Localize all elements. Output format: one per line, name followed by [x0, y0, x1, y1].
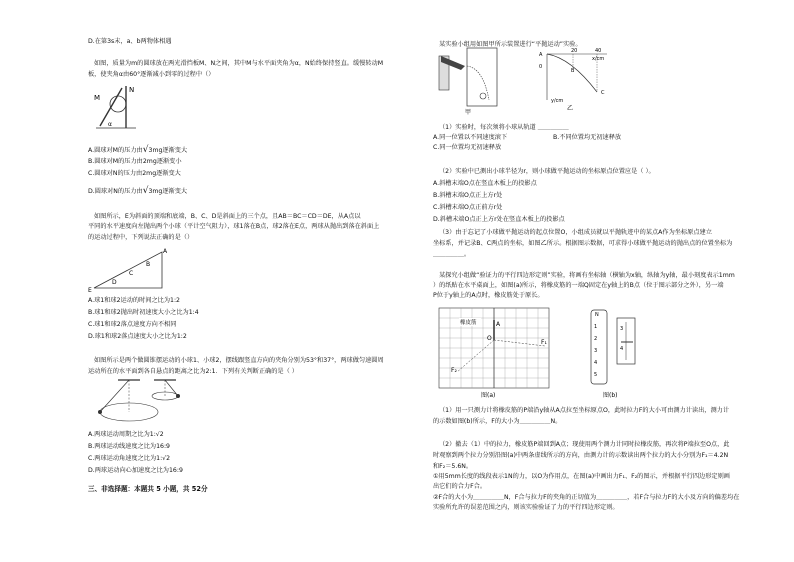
sqrt-sign: √: [142, 186, 149, 196]
q11-sub2-line5: 出它们的合力F合。: [433, 483, 487, 490]
q7-option-d-sqrt: 3: [148, 188, 153, 195]
label-c: C: [129, 270, 134, 277]
q8-stem-line1: 如图所示，E为斜面的顶端和底端，B、C、D是斜面上的三个点，且AB＝BC＝CD＝DE，从A点以: [94, 213, 361, 220]
scale-tick-3: 3: [594, 348, 598, 354]
q10-sub1-option-c: C.同一位置均无初速释放: [433, 144, 502, 151]
q10-stem: 某实验小组用如图甲所示装置进行“平抛运动”实验。: [439, 41, 582, 48]
prev-question-option-d: D.在第3s末，a、b两物体相遇: [88, 38, 172, 45]
q7-option-a-post: mg逐渐变大: [152, 147, 188, 154]
q7-option-d: [88, 187, 187, 196]
q11-sub2-line2: 时观察到两个拉力分别沿图(a)中两条虚线所示的方向，由测力计的示数读出两个拉力的大小分别为F₁＝4.2N: [433, 452, 729, 459]
q10-apparatus-figure: [437, 44, 501, 116]
point-o-label: O: [487, 335, 492, 342]
section-3-heading: 三、非选择题：本题共 5 小题，共 52分: [88, 485, 208, 493]
q9-stem-line1: 如图所示是两个做圆锥摆运动的小球1、小球2，摆线跟竖直方向的夹角分别为53°和37°，两球做匀速圆周: [94, 357, 384, 364]
rubber-label: 橡皮筋: [460, 320, 477, 326]
caption-b: 图(b): [603, 392, 618, 399]
q10-sub2-option-c: C.斜槽末端O点正前方r处: [433, 204, 503, 211]
q10-sub2-option-a-tail: 在竖直木板上的投影点: [474, 180, 537, 187]
q7-stem-line1: 如图，质量为m的圆球放在两光滑挡板M、N之间，其中M与水平面夹角为α，N始终保持竖直。缓慢转动M: [94, 60, 384, 67]
q11-sub2-line1: （2）撤去（1）中的拉力，橡皮筋P端回到A点；现使用两个测力计同时拉橡皮筋，再次将P端拉至O点，此: [439, 441, 730, 448]
label-d: D: [112, 279, 117, 286]
label-alpha: α: [108, 121, 112, 128]
ball-1: [98, 410, 102, 414]
q10-sub2: （2）实验中已测出小球半径为r，则小球做平抛运动的坐标原点位置应是（ ）。: [439, 168, 655, 175]
q11-stem-line1: 某探究小组做“验证力的平行四边形定则”实验，将画有坐标轴（横轴为x轴，纵轴为y轴，最小刻度表示1mm: [439, 272, 735, 279]
board: [467, 48, 497, 106]
q8-option-d: D.球1和球2落点速度大小之比为1:2: [88, 333, 187, 340]
unit-n: N: [595, 312, 599, 318]
q7-option-d-post: mg逐渐变大: [152, 188, 188, 195]
q10-sub1-option-b: B.不同位置均无初速释放: [553, 134, 622, 141]
q8-figure: [88, 244, 170, 292]
q9-option-c: C.两球运动角速度之比为1:√2: [88, 455, 171, 462]
q10-graph-figure: [537, 44, 609, 110]
q10-sub3-line3: ＿＿＿＿＿。: [433, 251, 471, 258]
tick-0-label: 0: [539, 64, 543, 70]
q10-sub3-line1: （3）由于忘记了小球做平抛运动的起点位置O，小组成员就以平抛轨迹中的某点A作为坐标原点建立: [439, 229, 712, 236]
q10-sub2-option-d: D.斜槽末端O点正上方r处在竖直木板上的投影点: [433, 216, 565, 223]
f2-direction: [457, 340, 494, 372]
label-e: E: [88, 287, 92, 294]
f1-label: F₁: [541, 339, 547, 346]
q7-option-d-pre: D.圆球对N的压力由: [88, 188, 143, 195]
scale-right-tick-3: 3: [620, 326, 624, 332]
q10-sub1: （1）实验时，每次须将小球从轨道 ＿＿＿＿＿: [439, 124, 569, 131]
ball-holder: [480, 93, 486, 99]
q7-option-a-pre: A.圆球对M的压力由: [88, 147, 143, 154]
q11-sub2-line3: 和F₂＝5.6N。: [433, 463, 473, 470]
q7-option-a: [88, 146, 187, 155]
scale-tick-4: 4: [594, 360, 598, 366]
scale-tick-1: 1: [594, 324, 598, 330]
scale-right-ticks: [620, 326, 623, 352]
caption-yi: 乙: [567, 105, 574, 112]
q11-sub2-line4: ①用5mm长度的线段表示1N的力，以O为作用点，在图(a)中画出力F₁、F₂的图示，并根据平行四边形定则画: [433, 473, 730, 480]
q11-stem-line2: ）的纸贴在水平桌面上，如图(a)所示，将橡皮筋的一端Q固定在y轴上的B点（位于图示部分之外），另一端: [433, 282, 724, 289]
sqrt-sign: √: [142, 145, 149, 155]
q7-figure: [92, 82, 138, 134]
q11-grid-figure: [437, 306, 555, 398]
q8-option-c: C.球1和球2落点速度方向不相同: [88, 321, 177, 328]
label-b: B: [146, 261, 151, 268]
q8-stem-line3: 的运动过程中，下列说法正确的是（）: [88, 234, 194, 241]
q9-stem-line2: 运动所在的水平面到各自悬点的距离之比为2:1．下列有关判断正确的是（ ）: [88, 368, 298, 375]
tick-40: 40: [595, 48, 602, 54]
q9-option-b: B.两球运动线速度之比为16:9: [88, 443, 170, 450]
q9-figure: [92, 378, 192, 426]
label-a: A: [163, 248, 168, 255]
q9-option-d: D.两球运动向心加速度之比为16:9: [88, 467, 183, 474]
q11-sub1-line1: （1）用一只测力计将橡皮筋的P端沿y轴从A点拉至坐标原点O，此时拉力F的大小可由测力计读出，测力计: [439, 407, 730, 414]
caption-a: 图(a): [481, 392, 496, 399]
scale-tick-2: 2: [594, 336, 598, 342]
axis-x-label: x/cm: [592, 56, 605, 62]
q11-spring-scale-figure: [585, 306, 645, 398]
label-m: M: [94, 94, 101, 102]
point-b-label: B: [571, 68, 575, 74]
point-a-label: A: [539, 52, 543, 58]
f1-direction: [494, 340, 545, 346]
f2-label: F₂: [451, 367, 457, 374]
scale-tick-5: 5: [594, 372, 598, 378]
ball-2: [176, 394, 180, 398]
q8-stem-line2: 平同的水平速度向左抛出两个小球（平计空气阻力），球1落在B点，球2落在E点，两球从抛出到落在斜面上: [88, 223, 380, 230]
caption-jia: 甲: [465, 109, 472, 116]
q8-option-a: A.球1和球2运动的时间之比为1:2: [88, 297, 180, 304]
label-n: N: [129, 86, 135, 94]
q7-stem-line2: 板，使夹角α由60°逐渐减小到零的过程中（）: [88, 71, 215, 78]
q11-sub2-line6: ②F合的大小为＿＿＿＿＿N，F合与拉力F的夹角的正切值为＿＿＿＿＿，若F合与拉力F的大小及方向的偏差均在: [433, 494, 740, 501]
q11-sub1-line2: 的示数如图(b)所示，F的大小为＿＿＿＿＿N。: [433, 418, 562, 425]
q10-sub2-option-a-main: A.斜槽末端O点: [433, 180, 475, 187]
scale-left-ticks: [594, 324, 597, 378]
tick-20: 20: [571, 48, 578, 54]
q7-option-c: C.圆球对N的压力由2mg逐渐变大: [88, 170, 181, 177]
q11-sub2-line7: 实验所允许的误差范围之内，则该实验验证了力的平行四边形定则。: [433, 504, 619, 511]
point-a-label: A: [496, 321, 501, 328]
axis-y-label: y/cm: [551, 98, 564, 104]
incline-triangle: [94, 252, 162, 288]
q10-sub2-option-a: [433, 180, 537, 188]
scale-right-tick-4: 4: [620, 346, 624, 352]
point-c-label: C: [601, 90, 605, 96]
q10-sub3-line2: 坐标系，并记录B、C两点的坐标，如图乙所示。根据图示数据，可求得小球做平抛运动的抛出点的位置坐标为: [433, 240, 733, 247]
q8-option-b: B.球1和球2抛出时初速度大小之比为1:4: [88, 309, 199, 316]
q10-sub1-option-a: A.同一位置以不同速度滚下: [433, 134, 508, 141]
q7-option-b: B.圆球对M的压力由2mg逐渐变小: [88, 158, 182, 165]
q9-option-a: A.两球运动周期之比为1:√2: [88, 431, 164, 438]
q10-sub2-option-b: B.斜槽末端O点正上方r处: [433, 192, 503, 199]
q11-stem-line3: P位于y轴上的A点时，橡皮筋处于原长。: [433, 292, 544, 299]
q7-option-a-sqrt: 3: [148, 147, 153, 154]
